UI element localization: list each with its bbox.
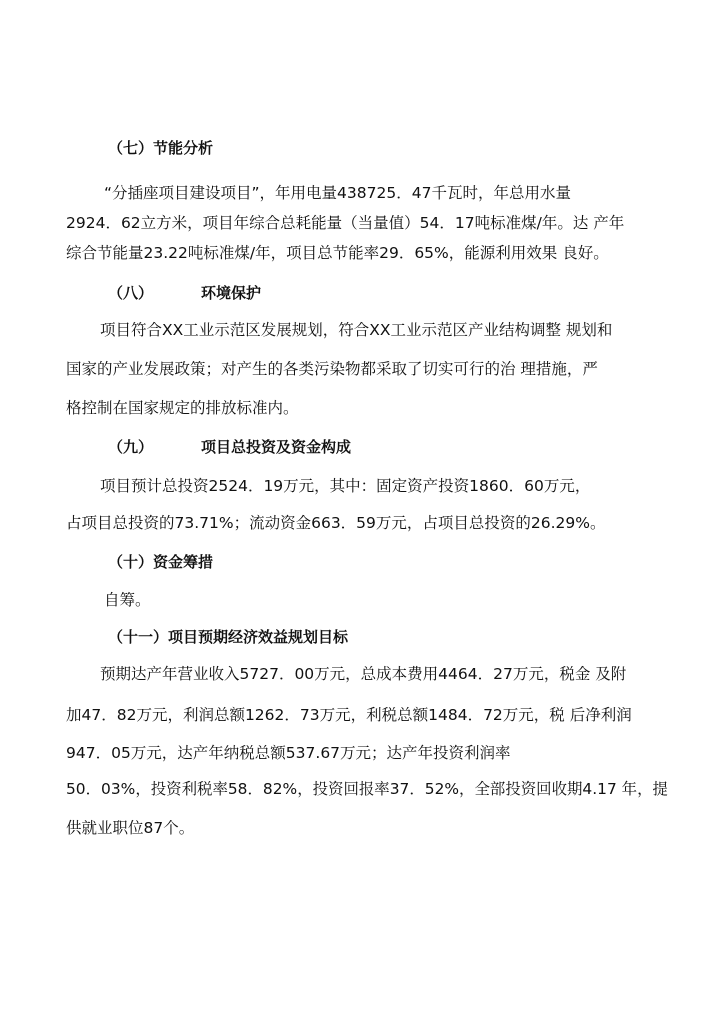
section-7-line-1: “分插座项目建设项目”，年用电量438725．47千瓦时，年总用水量	[104, 184, 571, 202]
section-9-heading-title: 项目总投资及资金构成	[201, 438, 352, 456]
section-9-heading-number: （九）	[108, 438, 154, 456]
section-11-line-5: 供就业职位87个。	[66, 819, 195, 837]
section-8-heading-number: （八）	[108, 284, 154, 302]
section-7-line-2: 2924．62立方米，项目年综合总耗能量（当量值）54．17吨标准煤/年。达 产年	[66, 214, 625, 232]
section-8-heading	[108, 283, 261, 303]
section-7-line-3: 综合节能量23.22吨标准煤/年，项目总节能率29．65%，能源利用效果 良好。	[66, 244, 609, 262]
section-8-line-1: 项目符合XX工业示范区发展规划，符合XX工业示范区产业结构调整 规划和	[100, 321, 613, 339]
section-11-line-3: 947．05万元，达产年纳税总额537.67万元；达产年投资利润率	[66, 744, 511, 762]
section-10-heading: （十）资金筹措	[108, 553, 214, 571]
section-7-heading: （七）节能分析	[108, 139, 214, 157]
section-8-line-3: 格控制在国家规定的排放标准内。	[66, 399, 299, 417]
section-11-heading: （十一）项目预期经济效益规划目标	[108, 628, 349, 646]
section-11-line-2: 加47．82万元，利润总额1262．73万元，利税总额1484．72万元，税 后净利润	[66, 706, 632, 724]
section-9-line-2: 占项目总投资的73.71%；流动资金663．59万元，占项目总投资的26.29%。	[66, 514, 606, 532]
section-8-heading-title: 环境保护	[201, 284, 262, 302]
section-9-heading	[108, 437, 351, 457]
section-11-line-4: 50．03%，投资利税率58．82%，投资回报率37．52%，全部投资回收期4.17 年，提	[66, 780, 668, 798]
section-10-line-1: 自筹。	[104, 591, 151, 609]
section-9-line-1: 项目预计总投资2524．19万元，其中：固定资产投资1860．60万元，	[100, 477, 591, 495]
section-11-line-1: 预期达产年营业收入5727．00万元，总成本费用4464．27万元，税金 及附	[100, 665, 627, 683]
section-8-line-2: 国家的产业发展政策；对产生的各类污染物都采取了切实可行的治 理措施，严	[66, 360, 598, 378]
